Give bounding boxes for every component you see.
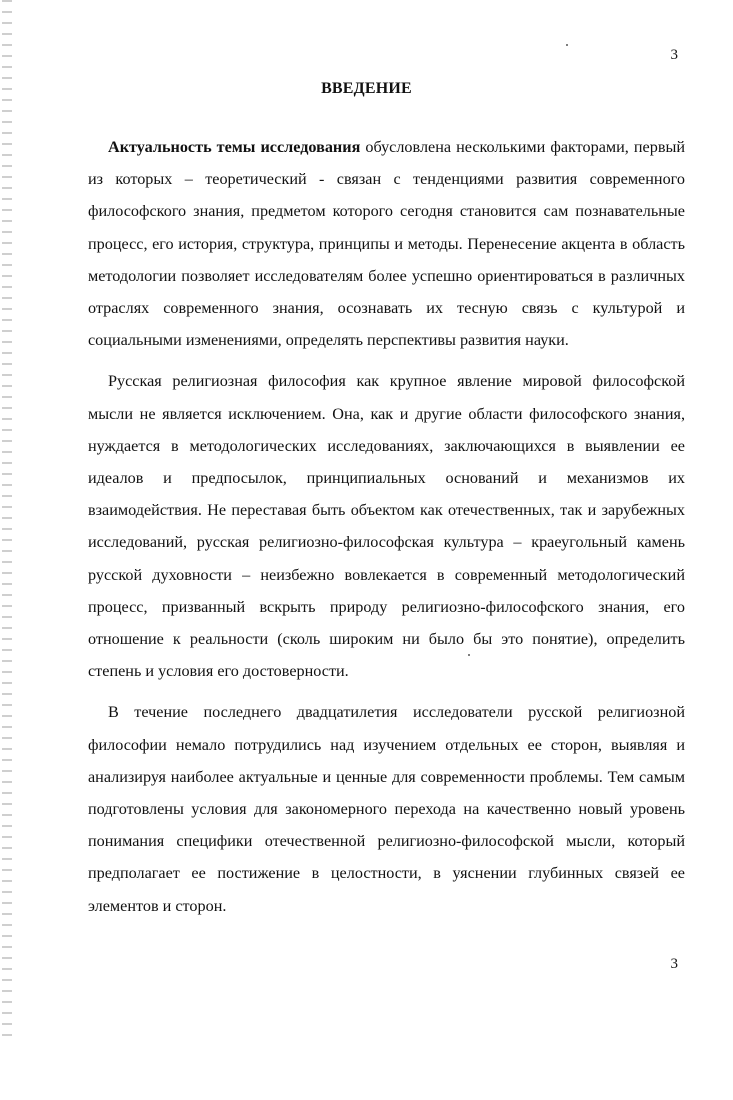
page-number-top: 3 <box>670 47 678 63</box>
page-number-bottom: 3 <box>670 956 678 972</box>
paragraph-text: обусловлена несколькими факторами, первый из которых – теоретический - связан с тенденциями развития современного философского знания, предметом которого сегодня становится сам познавательные процесс, его история, структура, принципы и методы. Перенесение акцента в область методологии позволяет исследователям более успешно ориентироваться в различных отраслях современного знания, осознавать их тесную связь с культурой и социальными изменениями, определять перспективы развития науки. <box>88 138 685 350</box>
paragraph-text: Русская религиозная философия как крупное явление мировой философской мысли не является исключением. Она, как и другие области философского знания, нуждается в методологических исследованиях, заключающихся в выявлении ее идеалов и предпосылок, принципиальных оснований и механизмов их взаимодействия. Не переставая быть объектом как отечественных, так и зарубежных исследований, русская религиозно-философская культура – краеугольный камень русской духовности – неизбежно вовлекается в современный методологический процесс, призванный вскрыть природу религиозно-философского знания, его отношение к реальности (сколь широким ни было бы это понятие), определить степень и условия его достоверности. <box>88 372 685 681</box>
paragraph-lead: Актуальность темы исследования <box>108 138 361 156</box>
paragraph-recent-research <box>88 696 685 921</box>
paragraph-relevance <box>88 131 685 356</box>
document-body <box>88 131 685 931</box>
paragraph-text: В течение последнего двадцатилетия исследователи русской религиозной философии немало потрудились над изучением отдельных ее сторон, выявляя и анализируя наиболее актуальные и ценные для современности проблемы. Тем самым подготовлены условия для закономерного перехода на качественно новый уровень понимания специфики отечественной религиозно-философской мысли, который предполагает ее постижение в целостности, в уяснении глубинных связей ее элементов и сторон. <box>88 703 685 915</box>
section-title: ВВЕДЕНИЕ <box>321 80 412 97</box>
scan-margin-artifacts <box>2 0 12 1040</box>
scan-speck <box>566 44 568 46</box>
paragraph-russian-philosophy <box>88 365 685 687</box>
